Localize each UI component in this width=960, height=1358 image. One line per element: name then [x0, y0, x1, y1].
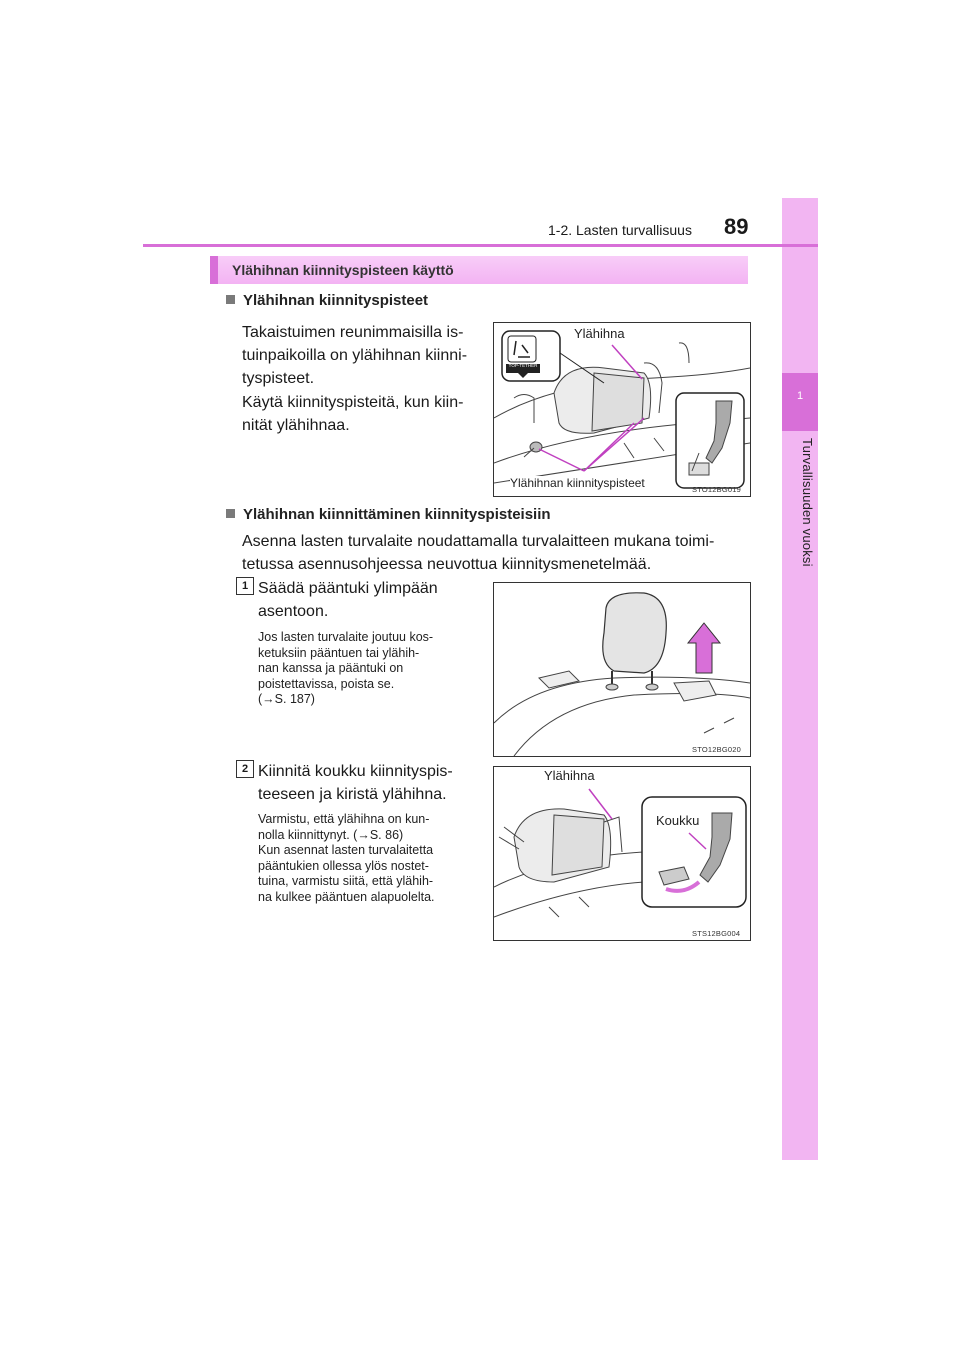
text-line: tyspisteet.	[242, 370, 315, 387]
text-line: teeseen ja kiristä ylähihna.	[258, 786, 447, 803]
section-title: 1-2. Lasten turvallisuus	[548, 222, 692, 238]
side-tab-active-chapter	[782, 373, 818, 431]
figure-hook-attach	[493, 766, 751, 941]
step-number-2: 2	[236, 760, 254, 778]
text-line: Säädä pääntuki ylimpään	[258, 580, 438, 597]
figure-label-top-strap: Ylähihna	[544, 768, 595, 783]
text-line: Asenna lasten turvalaite noudattamalla turvalaitteen mukana toimi-	[242, 533, 715, 550]
step-1-note	[258, 630, 478, 708]
step-1-text	[258, 577, 478, 623]
text-line: poistettavissa, poista se.	[258, 676, 395, 691]
seat-anchor-illustration	[494, 323, 750, 496]
subheading-text: Ylähihnan kiinnityspisteet	[243, 292, 429, 309]
text-line: pääntukien ollessa ylös nostet-	[258, 858, 429, 873]
child-seat-icon	[508, 336, 536, 362]
attach-intro	[242, 530, 748, 576]
text-line: Varmistu, että ylähihna on kun-	[258, 812, 430, 826]
figure-code: STO12BG020	[692, 745, 741, 754]
text-line: tuina, varmistu siitä, että ylähih-	[258, 874, 434, 888]
side-chapter-number: 1	[796, 390, 804, 402]
step-2-note	[258, 812, 478, 905]
anchor-paragraph-2	[242, 391, 478, 437]
text-line: asentoon.	[258, 603, 329, 620]
text-line: Jos lasten turvalaite joutuu kos-	[258, 630, 434, 644]
step-number-1: 1	[236, 577, 254, 595]
figure-label-anchor-points: Ylähihnan kiinnityspisteet	[510, 476, 645, 490]
text-line: ketuksiin pääntuen tai ylähih-	[258, 645, 420, 660]
figure-anchor-points	[493, 322, 751, 497]
text-line: Kiinnitä koukku kiinnityspis-	[258, 763, 453, 780]
figure-label-top-strap: Ylähihna	[574, 326, 625, 341]
header-divider	[143, 244, 818, 247]
figure-headrest	[493, 582, 751, 757]
heading-text: Ylähihnan kiinnityspisteen käyttö	[232, 262, 454, 278]
subheading-attaching	[226, 506, 551, 523]
text-line: na kulkee pääntuen alapuolelta.	[258, 889, 435, 904]
text-line: nan kanssa ja pääntuki on	[258, 661, 404, 675]
side-chapter-label: Turvallisuuden vuoksi	[800, 438, 815, 567]
text-line: Käytä kiinnityspisteitä, kun kiin-	[242, 394, 464, 411]
bullet-square-icon	[226, 509, 235, 518]
heading-bar	[210, 256, 748, 284]
hook-detail-frame	[676, 393, 744, 488]
arrow-up-icon	[688, 623, 720, 673]
side-tab	[782, 198, 818, 1160]
text-line: Takaistuimen reunimmaisilla is-	[242, 324, 464, 341]
subheading-text: Ylähihnan kiinnittäminen kiinnityspisteisiin	[243, 506, 551, 523]
figure-label-hook: Koukku	[656, 813, 700, 828]
headrest-illustration	[494, 583, 750, 756]
text-line: Kun asennat lasten turvalaitetta	[258, 843, 434, 857]
text-line: (→S. 187)	[258, 692, 315, 706]
page-number: 89	[724, 214, 749, 239]
anchor-paragraph-1	[242, 321, 478, 390]
subheading-anchor-points	[226, 292, 428, 309]
text-line: nolla kiinnittynyt. (→S. 86)	[258, 827, 404, 842]
bullet-square-icon	[226, 295, 235, 304]
figure-code: STO12BG019	[692, 485, 741, 494]
hook-attach-illustration	[494, 767, 750, 940]
step-2-text	[258, 760, 478, 806]
figure-code: STS12BG004	[692, 929, 741, 938]
text-line: nität ylähihnaa.	[242, 417, 350, 434]
text-line: tuinpaikoilla on ylähihnan kiinni-	[242, 347, 468, 364]
top-tether-icon-text: TOP-TETHER	[508, 363, 538, 368]
text-line: tetussa asennusohjeessa neuvottua kiinnitysmenetelmää.	[242, 556, 652, 573]
